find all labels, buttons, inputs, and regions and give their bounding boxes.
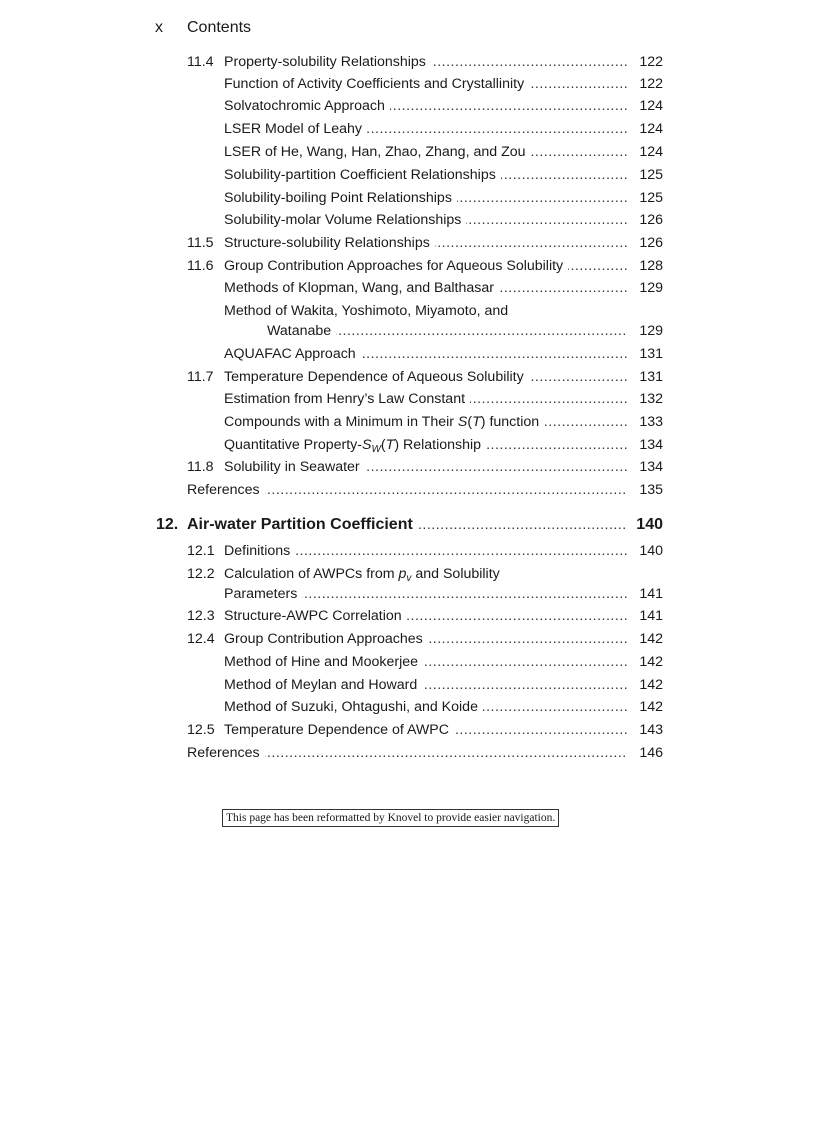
section-number: 11.4 bbox=[187, 54, 214, 70]
entry-title: Property-solubility Relationships bbox=[224, 53, 431, 71]
entry-title: Methods of Klopman, Wang, and Balthasar bbox=[224, 279, 499, 297]
page-ref: 141 bbox=[627, 607, 663, 625]
entry-title: Solubility in Seawater bbox=[224, 458, 365, 476]
toc-entry[interactable] bbox=[187, 345, 663, 363]
page-ref: 126 bbox=[627, 211, 663, 229]
section-number: 12.3 bbox=[187, 608, 215, 624]
page-ref: 132 bbox=[627, 390, 663, 408]
entry-title: Method of Hine and Mookerjee bbox=[224, 653, 423, 671]
entry-title: References bbox=[187, 744, 265, 762]
entry-title: Solubility-partition Coefficient Relationships bbox=[224, 166, 501, 184]
page-ref: 142 bbox=[627, 698, 663, 716]
toc-entry[interactable] bbox=[187, 721, 663, 739]
toc-entry[interactable] bbox=[187, 565, 663, 583]
page-ref: 124 bbox=[627, 97, 663, 115]
toc-entry[interactable] bbox=[187, 744, 663, 762]
toc-entry[interactable] bbox=[187, 166, 663, 184]
page-ref: 125 bbox=[627, 166, 663, 184]
page-number: x bbox=[155, 19, 163, 36]
page-ref: 122 bbox=[627, 53, 663, 71]
entry-title: References bbox=[187, 481, 265, 499]
toc-entry[interactable] bbox=[187, 390, 663, 408]
section-number: 11.5 bbox=[187, 235, 214, 251]
entry-title: Solubility-boiling Point Relationships bbox=[224, 189, 457, 207]
entry-title: Method of Suzuki, Ohtagushi, and Koide bbox=[224, 698, 483, 716]
page-ref: 124 bbox=[627, 120, 663, 138]
section-number: 12.1 bbox=[187, 543, 215, 559]
toc-entry[interactable] bbox=[187, 542, 663, 560]
entry-title: Structure-AWPC Correlation bbox=[224, 607, 407, 625]
toc-entry[interactable] bbox=[187, 120, 663, 138]
toc-entry[interactable] bbox=[187, 607, 663, 625]
page-ref: 131 bbox=[627, 345, 663, 363]
toc-entry[interactable] bbox=[187, 189, 663, 207]
entry-title: Parameters bbox=[224, 585, 302, 603]
page-ref: 142 bbox=[627, 630, 663, 648]
page-ref: 129 bbox=[627, 322, 663, 340]
toc-entry[interactable] bbox=[187, 234, 663, 252]
page-ref: 140 bbox=[625, 515, 663, 535]
entry-title: Function of Activity Coefficients and Crystallinity bbox=[224, 75, 529, 93]
toc-entry[interactable] bbox=[187, 75, 663, 93]
toc-entry[interactable] bbox=[187, 97, 663, 115]
page-title: Contents bbox=[187, 19, 252, 36]
page-ref: 141 bbox=[627, 585, 663, 603]
page-ref: 131 bbox=[627, 368, 663, 386]
page-ref: 146 bbox=[627, 744, 663, 762]
entry-title: Watanabe bbox=[267, 322, 336, 340]
page-ref: 125 bbox=[627, 189, 663, 207]
section-number: 12.2 bbox=[187, 566, 215, 582]
toc-chapter-entry[interactable] bbox=[156, 515, 663, 535]
page-ref: 142 bbox=[627, 676, 663, 694]
page-ref: 133 bbox=[627, 413, 663, 431]
page-ref: 124 bbox=[627, 143, 663, 161]
toc-entry[interactable] bbox=[187, 653, 663, 671]
toc-entry[interactable] bbox=[187, 458, 663, 476]
toc-entry[interactable] bbox=[187, 368, 663, 386]
page-ref: 134 bbox=[627, 436, 663, 454]
entry-title: Group Contribution Approaches bbox=[224, 630, 428, 648]
page-ref: 134 bbox=[627, 458, 663, 476]
toc-entry[interactable] bbox=[187, 302, 663, 320]
entry-title: Temperature Dependence of Aqueous Solubility bbox=[224, 368, 529, 386]
page-ref: 142 bbox=[627, 653, 663, 671]
page-ref: 126 bbox=[627, 234, 663, 252]
toc-entry[interactable] bbox=[187, 279, 663, 297]
section-number: 11.8 bbox=[187, 459, 214, 475]
section-number: 11.7 bbox=[187, 369, 214, 385]
toc-entry[interactable] bbox=[187, 630, 663, 648]
entry-title: Calculation of AWPCs from $p_v$ and Solubility bbox=[224, 565, 505, 588]
toc-entry[interactable] bbox=[187, 143, 663, 161]
toc-entry[interactable] bbox=[187, 698, 663, 716]
section-number: 11.6 bbox=[187, 258, 214, 274]
entry-title: Structure-solubility Relationships bbox=[224, 234, 435, 252]
page-ref: 140 bbox=[627, 542, 663, 560]
page-ref: 135 bbox=[627, 481, 663, 499]
entry-title: AQUAFAC Approach bbox=[224, 345, 361, 363]
toc-entry[interactable] bbox=[187, 322, 663, 340]
toc-entry[interactable] bbox=[187, 413, 663, 431]
entry-title: Solubility-molar Volume Relationships bbox=[224, 211, 466, 229]
chapter-title: Air-water Partition Coefficient bbox=[187, 515, 418, 535]
chapter-number: 12. bbox=[156, 516, 179, 533]
toc-entry[interactable] bbox=[187, 257, 663, 275]
entry-title: Estimation from Henry’s Law Constant bbox=[224, 390, 470, 408]
entry-title: Quantitative Property-$S_W(T)$ Relationship bbox=[224, 436, 486, 459]
toc-entry[interactable] bbox=[187, 436, 663, 454]
entry-title: Method of Meylan and Howard bbox=[224, 676, 422, 694]
page-ref: 143 bbox=[627, 721, 663, 739]
toc-entry[interactable] bbox=[187, 676, 663, 694]
section-number: 12.5 bbox=[187, 722, 215, 738]
page-ref: 122 bbox=[627, 75, 663, 93]
entry-title: Compounds with a Minimum in Their S(T) function bbox=[224, 413, 544, 431]
section-number: 12.4 bbox=[187, 631, 215, 647]
entry-title: LSER of He, Wang, Han, Zhao, Zhang, and Zou bbox=[224, 143, 531, 161]
page-ref: 129 bbox=[627, 279, 663, 297]
toc-entry[interactable] bbox=[187, 211, 663, 229]
entry-title: LSER Model of Leahy bbox=[224, 120, 367, 138]
entry-title: Group Contribution Approaches for Aqueous Solubility bbox=[224, 257, 568, 275]
entry-title: Temperature Dependence of AWPC bbox=[224, 721, 454, 739]
toc-entry[interactable] bbox=[187, 481, 663, 499]
entry-title: Method of Wakita, Yoshimoto, Miyamoto, and bbox=[224, 302, 513, 320]
entry-title: Definitions bbox=[224, 542, 295, 560]
page-ref: 128 bbox=[627, 257, 663, 275]
toc-entry[interactable] bbox=[187, 53, 663, 71]
knovel-reformat-note: This page has been reformatted by Knovel to provide easier navigation. bbox=[222, 809, 559, 827]
entry-title: Solvatochromic Approach bbox=[224, 97, 390, 115]
